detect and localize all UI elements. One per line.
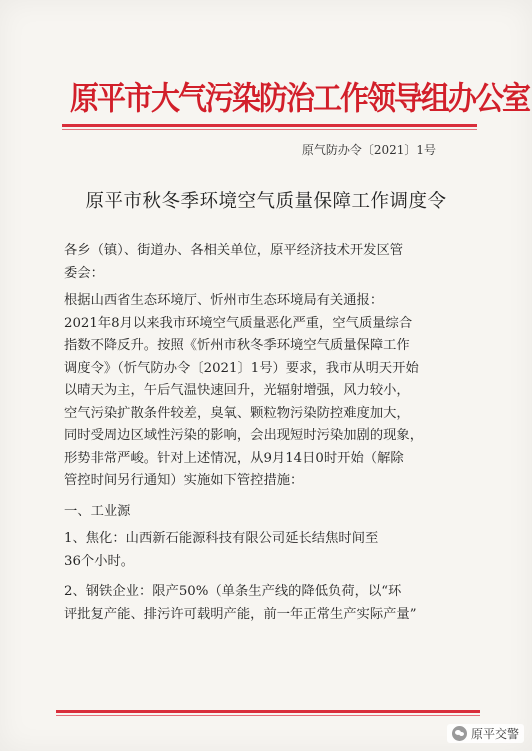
header-red-rule-thick <box>62 124 477 127</box>
body-line: 调度令》（忻气防办令〔2021〕1号）要求，我市从明天开始 <box>64 360 419 376</box>
watermark-text: 原平交警 <box>470 727 519 741</box>
body-line: 评批复产能、排污许可载明产能，前一年正常生产实际产量” <box>64 606 417 622</box>
document-title: 原平市秋冬季环境空气质量保障工作调度令 <box>85 191 447 212</box>
header-red-rule-thin <box>62 129 477 130</box>
body-line: 空气污染扩散条件较差，臭氧、颗粒物污染防控难度加大， <box>64 405 410 421</box>
body-line: 形势非常严峻。针对上述情况，从9月14日0时开始（解除 <box>64 450 404 466</box>
body-line: 委会： <box>64 265 104 281</box>
body-line: 各乡（镇）、街道办、各相关单位，原平经济技术开发区管 <box>64 243 404 258</box>
section-heading: 一、工业源 <box>64 503 131 519</box>
body-line: 以晴天为主，午后气温快速回升，光辐射增强，风力较小， <box>64 383 410 398</box>
body-line: 2、钢铁企业：限产50%（单条生产线的降低负荷，以“环 <box>64 584 402 599</box>
issuer-red-header: 原平市大气污染防治工作领导组办公室 <box>70 79 530 117</box>
document-body <box>64 240 454 626</box>
wechat-icon <box>452 726 467 741</box>
watermark-badge <box>447 724 524 743</box>
body-line: 管控时间另行通知）实施如下管控措施： <box>64 473 304 488</box>
body-line: 根据山西省生态环境厅、忻州市生态环境局有关通报： <box>64 293 384 308</box>
footer-red-rule-thin <box>56 715 480 716</box>
document-number: 原气防办令〔2021〕1号 <box>301 143 436 157</box>
body-line: 2021年8月以来我市环境空气质量恶化严重，空气质量综合 <box>64 315 413 331</box>
body-line: 同时受周边区域性污染的影响，会出现短时污染加剧的现象， <box>64 428 424 443</box>
body-line: 36个小时。 <box>64 553 135 569</box>
body-line: 指数不降反升。按照《忻州市秋冬季环境空气质量保障工作 <box>64 338 410 353</box>
footer-red-rule-thick <box>56 710 480 713</box>
body-line: 1、焦化：山西新石能源科技有限公司延长结焦时间至 <box>64 531 379 546</box>
